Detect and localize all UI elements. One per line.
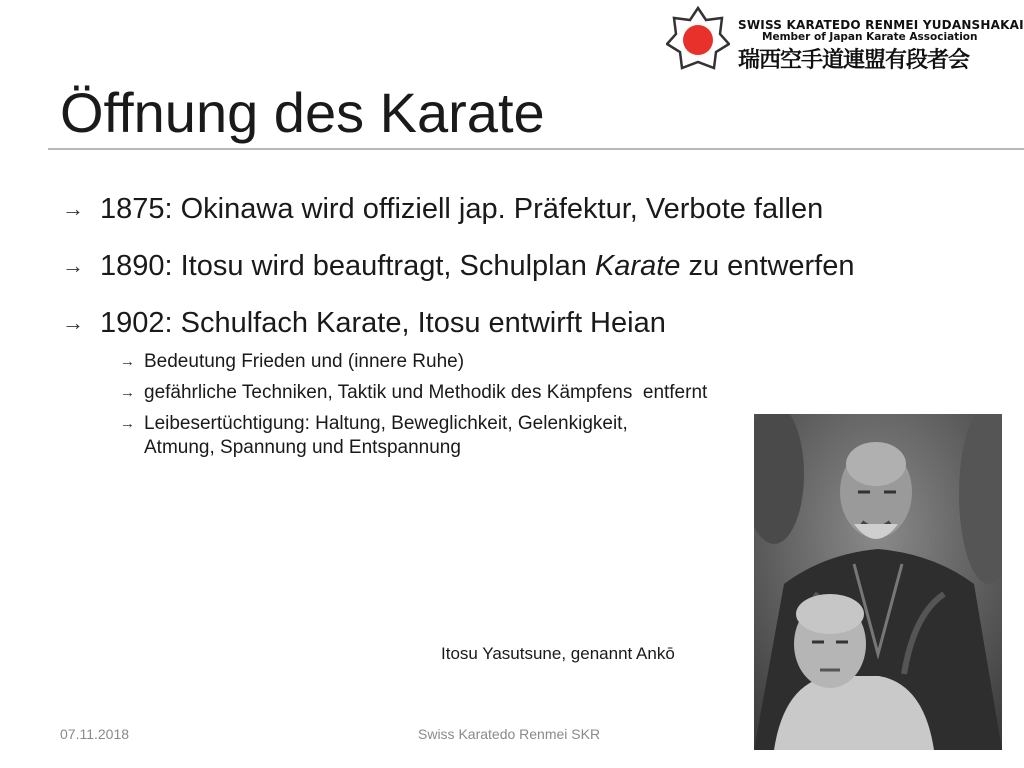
bullet-text: 1875: Okinawa wird offiziell jap. Präfektur, Verbote fallen: [100, 193, 824, 225]
sub-bullet-text: Bedeutung Frieden und (innere Ruhe): [144, 351, 465, 372]
bullet-text: zu entwerfen: [680, 250, 855, 282]
title-divider: [48, 148, 1024, 150]
slide-title: Öffnung des Karate: [60, 81, 545, 144]
jka-sun-logo-icon: [666, 6, 730, 74]
bullet-item: [62, 192, 1002, 226]
bullet-item: [62, 306, 1002, 340]
logo-membership: Member of Japan Karate Association: [762, 31, 978, 43]
arrow-bullet-icon: →: [62, 310, 84, 335]
bullet-text: 1890: Itosu wird beauftragt, Schulplan: [100, 250, 595, 282]
sub-bullet-item: [120, 381, 1002, 405]
sub-bullet-text-line2: Atmung, Spannung und Entspannung: [144, 437, 461, 458]
bullet-item: [62, 249, 1002, 283]
arrow-bullet-icon: →: [120, 353, 135, 370]
logo-japanese-name: 瑞西空手道連盟有段者会: [738, 48, 970, 73]
logo: [662, 6, 1024, 76]
sub-bullet-item: [120, 350, 1002, 374]
bullet-text: 1902: Schulfach Karate, Itosu entwirft Heian: [100, 307, 666, 339]
footer-organization: Swiss Karatedo Renmei SKR: [418, 726, 601, 742]
arrow-bullet-icon: →: [62, 253, 84, 278]
sub-bullet-text-line1: Leibesertüchtigung: Haltung, Beweglichkeit, Gelenkigkeit,: [144, 413, 628, 434]
bullet-text-italic: Karate: [594, 250, 681, 282]
arrow-bullet-icon: →: [120, 384, 135, 401]
photo-caption: Itosu Yasutsune, genannt Ankō: [441, 644, 675, 663]
logo-org-name: SWISS KARATEDO RENMEI YUDANSHAKAI: [738, 18, 1024, 32]
arrow-bullet-icon: →: [62, 196, 84, 221]
arrow-bullet-icon: →: [120, 415, 135, 432]
portrait-photo: [754, 414, 1002, 750]
sub-bullet-text: gefährliche Techniken, Taktik und Methodik des Kämpfens entfernt: [144, 382, 708, 403]
footer-date: 07.11.2018: [60, 726, 130, 742]
